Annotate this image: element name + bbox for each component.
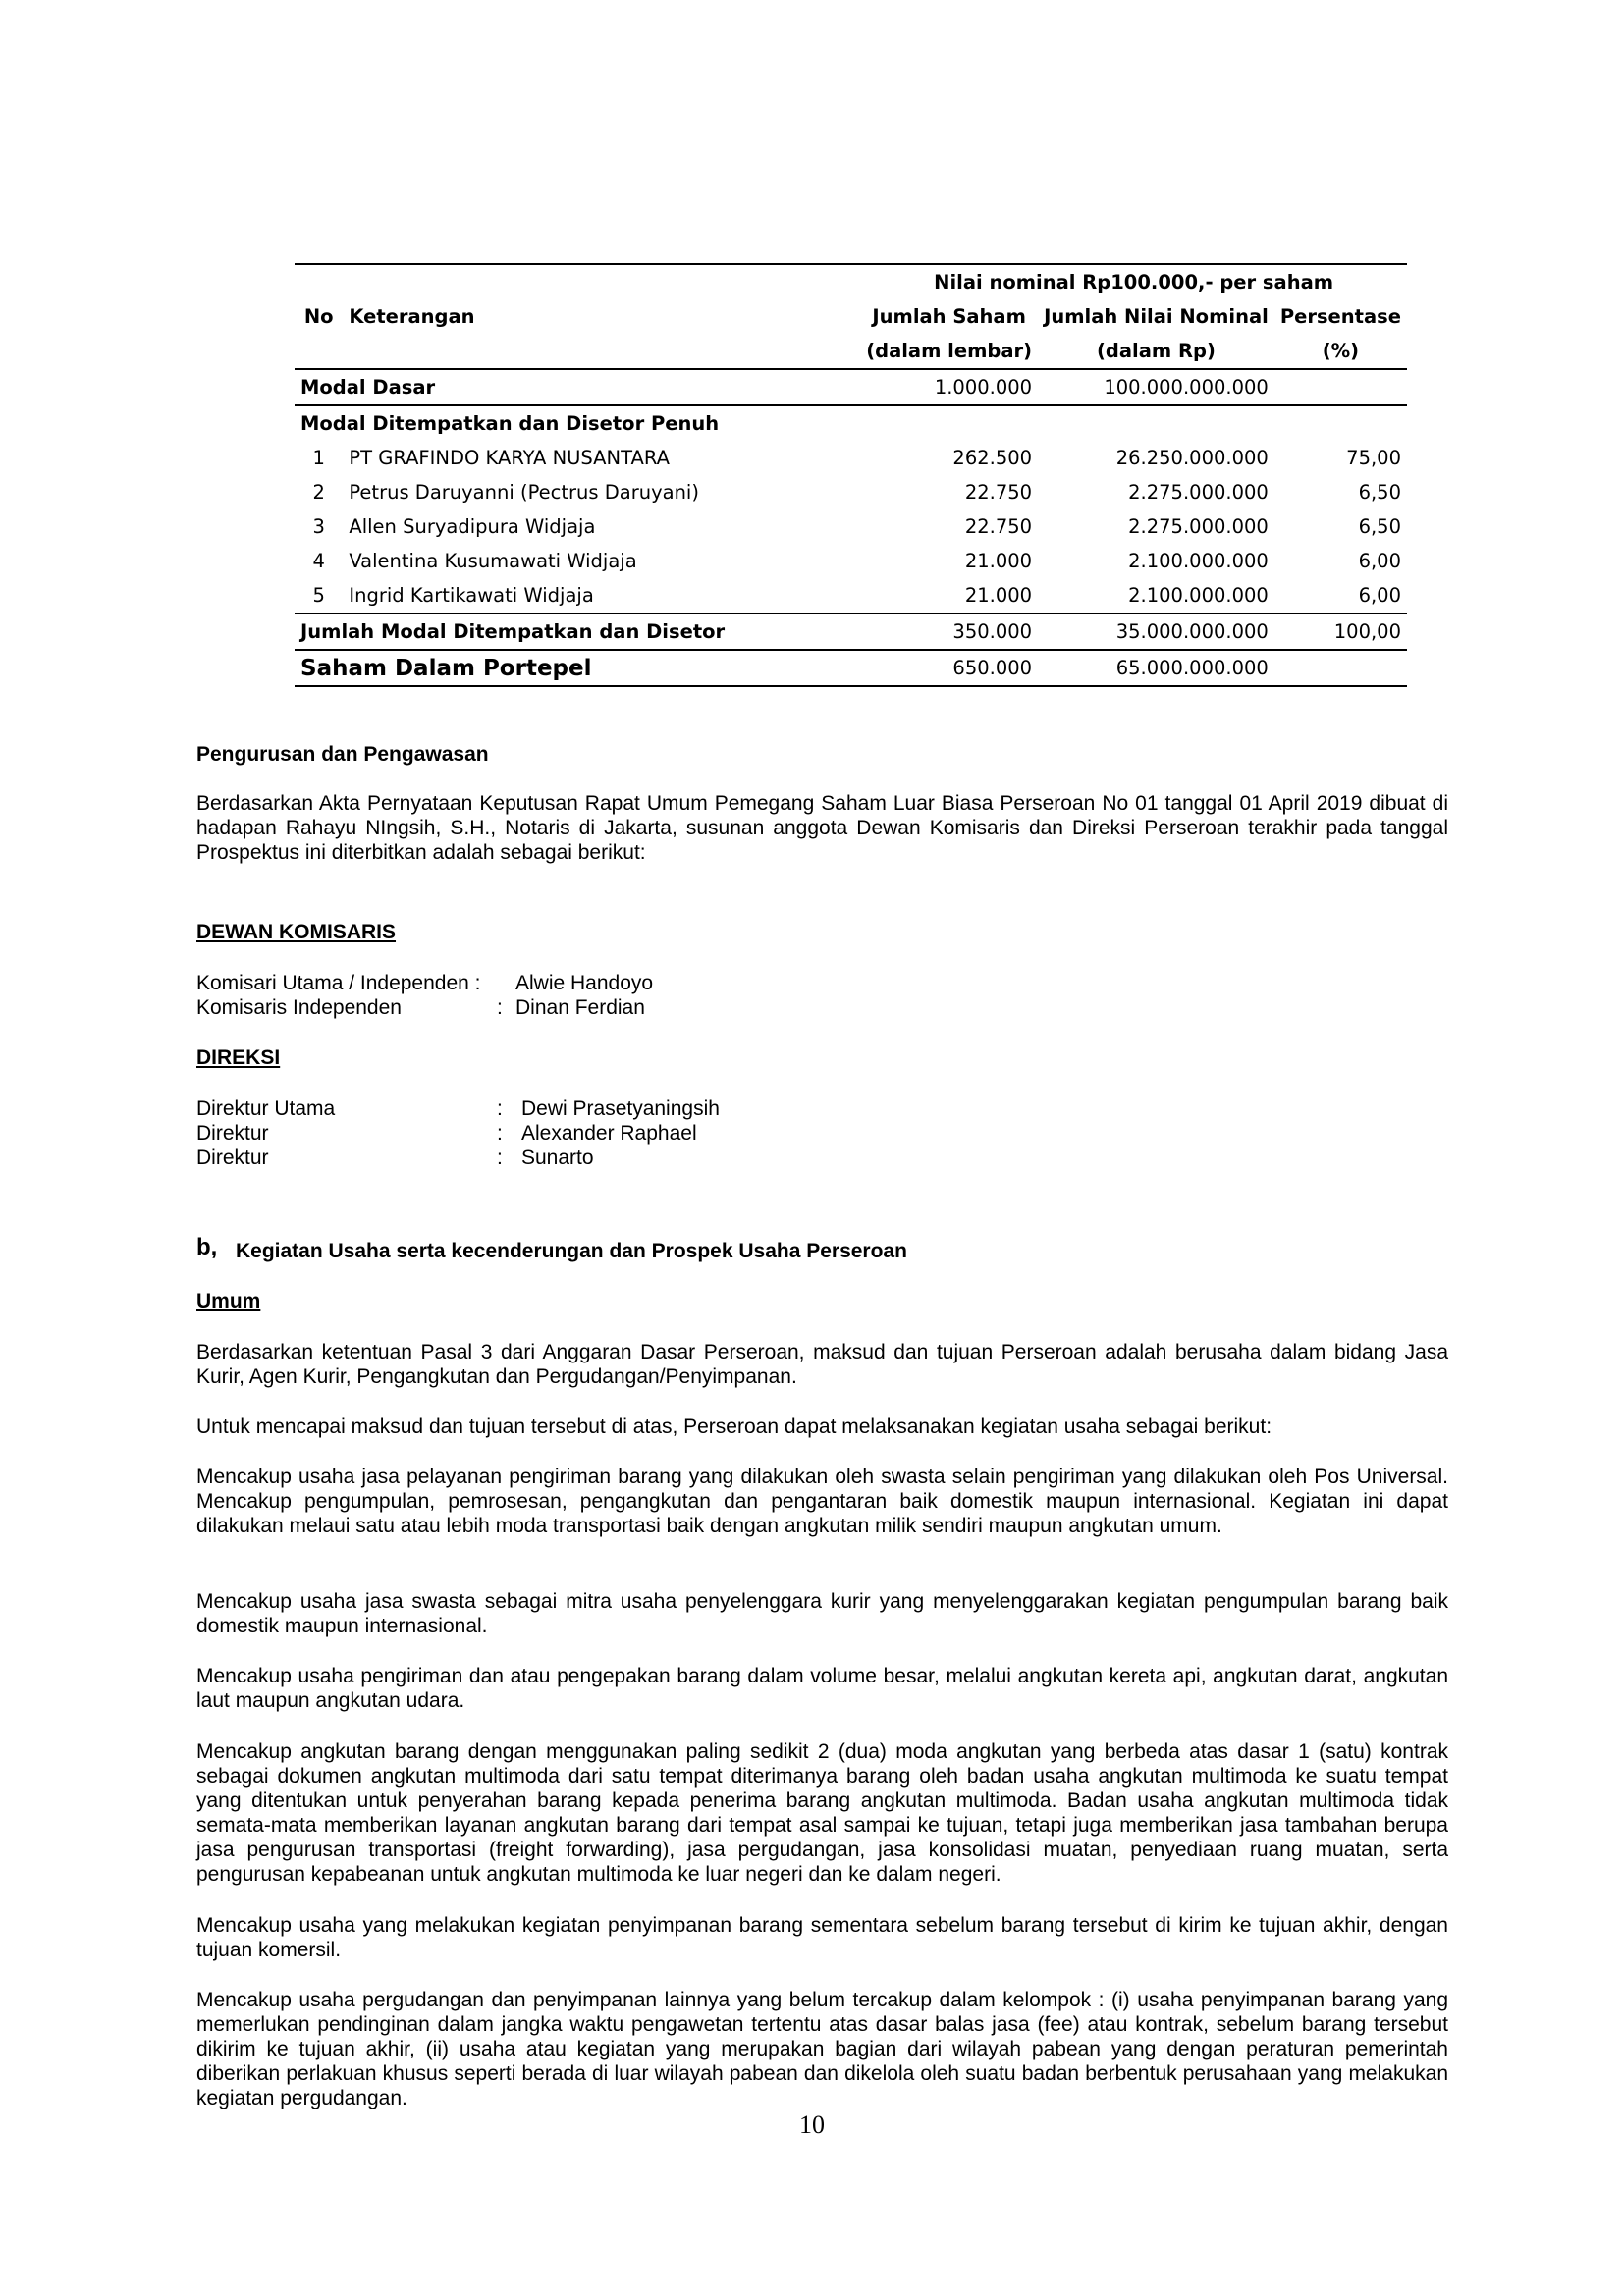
header-keterangan: Keterangan xyxy=(349,305,475,328)
pengurusan-heading: Pengurusan dan Pengawasan xyxy=(196,743,489,766)
header-nominal-group: Nilai nominal Rp100.000,- per saham xyxy=(860,264,1407,299)
jumlah-label: Jumlah Modal Ditempatkan dan Disetor xyxy=(295,614,860,650)
table-row xyxy=(295,650,1407,686)
table-row xyxy=(295,544,1407,578)
row-no: 1 xyxy=(312,447,325,469)
row-saham: 21.000 xyxy=(964,550,1033,572)
kegiatan-paragraph: Mencakup usaha yang melakukan kegiatan penyimpanan barang sementara sebelum barang tersebut di kirim ke tujuan akhir, dengan tujuan komersil. xyxy=(196,1914,1448,1961)
table-row xyxy=(295,441,1407,475)
header-jumlah-saham: Jumlah Saham xyxy=(872,305,1026,328)
table-row xyxy=(295,475,1407,509)
row-name: PT GRAFINDO KARYA NUSANTARA xyxy=(349,447,670,469)
header-jumlah-nilai: Jumlah Nilai Nominal xyxy=(1044,305,1269,328)
table-row xyxy=(295,578,1407,614)
row-pct: 75,00 xyxy=(1346,447,1401,469)
table-row xyxy=(295,509,1407,544)
kegiatan-paragraph: Berdasarkan ketentuan Pasal 3 dari Anggaran Dasar Perseroan, maksud dan tujuan Perseroan adalah berusaha dalam bidang Jasa Kurir, Agen Kurir, Pengangkutan dan Pergudangan/Penyimpanan. xyxy=(196,1341,1448,1388)
direksi-name: Dewi Prasetyaningsih xyxy=(521,1097,720,1120)
row-no: 2 xyxy=(312,481,325,504)
table-header-row xyxy=(295,264,1407,299)
row-nilai: 2.275.000.000 xyxy=(1128,515,1269,538)
umum-heading: Umum xyxy=(196,1290,261,1312)
direksi-separator: : xyxy=(497,1097,503,1120)
row-name: Allen Suryadipura Widjaja xyxy=(349,515,596,538)
row-name: Ingrid Kartikawati Widjaja xyxy=(343,578,860,614)
jumlah-pct: 100,00 xyxy=(1274,614,1407,650)
modal-dasar-saham: 1.000.000 xyxy=(860,369,1038,405)
table-row xyxy=(295,369,1407,405)
row-pct: 6,00 xyxy=(1274,578,1407,614)
row-pct: 6,50 xyxy=(1358,481,1401,504)
jumlah-saham: 350.000 xyxy=(860,614,1038,650)
kegiatan-paragraph: Mencakup usaha jasa swasta sebagai mitra usaha penyelenggara kurir yang menyelenggarakan kegiatan pengumpulan barang baik domestik maupun internasional. xyxy=(196,1590,1448,1637)
portepel-saham: 650.000 xyxy=(860,650,1038,686)
direksi-role: Direktur xyxy=(196,1147,269,1169)
jumlah-nilai: 35.000.000.000 xyxy=(1038,614,1274,650)
row-name: Valentina Kusumawati Widjaja xyxy=(349,550,637,572)
row-saham: 22.750 xyxy=(964,515,1033,538)
kegiatan-paragraph: Mencakup usaha pergudangan dan penyimpanan lainnya yang belum tercakup dalam kelompok : (i) usaha penyimpanan barang yang memerlukan pendinginan dalam jangka waktu pengawetan tertentu atas dasar balas jasa (fee) atau kontrak, sebelum barang tersebut dikirim ke tujuan akhir, (ii) usaha atau kegiatan yang merupakan bagian dari wilayah pabean yang dengan peraturan pemerintah diberikan perlakuan khusus seperti berada di luar wilayah pabean dan dikelola oleh suatu badan berbentuk perusahaan yang melakukan kegiatan pergudangan. xyxy=(196,1989,1448,2109)
section-marker: b, xyxy=(196,1234,218,1260)
header-persentase-unit: (%) xyxy=(1274,334,1407,369)
komisaris-role: Komisaris Independen xyxy=(196,996,402,1019)
row-saham: 262.500 xyxy=(952,447,1033,469)
row-nilai: 26.250.000.000 xyxy=(1115,447,1269,469)
row-nilai: 2.275.000.000 xyxy=(1128,481,1269,504)
table-row xyxy=(295,405,1407,441)
pengurusan-paragraph: Berdasarkan Akta Pernyataan Keputusan Rapat Umum Pemegang Saham Luar Biasa Perseroan No 01 tanggal 01 April 2019 dibuat di hadapan Rahayu NIngsih, S.H., Notaris di Jakarta, susunan anggota Dewan Komisaris dan Direksi Perseroan terakhir pada tanggal Prospektus ini diterbitkan adalah sebagai berikut: xyxy=(196,792,1448,864)
row-no: 5 xyxy=(295,578,343,614)
row-pct: 6,50 xyxy=(1358,515,1401,538)
komisaris-role: Komisari Utama / Independen : xyxy=(196,972,481,994)
kegiatan-heading: Kegiatan Usaha serta kecenderungan dan Prospek Usaha Perseroan xyxy=(236,1240,907,1262)
row-saham: 21.000 xyxy=(860,578,1038,614)
row-saham: 22.750 xyxy=(964,481,1033,504)
modal-dasar-nilai: 100.000.000.000 xyxy=(1038,369,1274,405)
row-pct: 6,00 xyxy=(1358,550,1401,572)
table-header-row xyxy=(295,334,1407,369)
table-header-row xyxy=(295,299,1407,334)
direksi-separator: : xyxy=(497,1147,503,1169)
komisaris-separator: : xyxy=(497,996,503,1019)
direksi-name: Alexander Raphael xyxy=(521,1122,697,1145)
direksi-role: Direktur xyxy=(196,1122,269,1145)
header-jumlah-nilai-unit: (dalam Rp) xyxy=(1038,334,1274,369)
dewan-komisaris-heading: DEWAN KOMISARIS xyxy=(196,921,397,943)
kegiatan-paragraph: Mencakup angkutan barang dengan menggunakan paling sedikit 2 (dua) moda angkutan yang berbeda atas dasar 1 (satu) kontrak sebagai dokumen angkutan multimoda dari satu tempat diterimanya barang oleh badan usaha angkutan multimoda ke suatu tempat yang ditentukan untuk penyerahan barang kepada penerima barang angkutan multimoda. Badan usaha angkutan multimoda tidak semata-mata memberikan layanan angkutan barang dari tempat asal sampai ke tujuan, tetapi juga memberikan jasa tambahan berupa jasa pengurusan transportasi (freight forwarding), jasa pergudangan, jasa konsolidasi muatan, penyediaan ruang muatan, serta pengurusan kepabeanan untuk angkutan multimoda ke luar negeri dan ke dalam negeri. xyxy=(196,1740,1448,1886)
kegiatan-paragraph: Untuk mencapai maksud dan tujuan tersebut di atas, Perseroan dapat melaksanakan kegiatan usaha sebagai berikut: xyxy=(196,1415,1272,1438)
header-jumlah-saham-unit: (dalam lembar) xyxy=(860,334,1038,369)
page-number: 10 xyxy=(799,2110,825,2139)
header-no: No xyxy=(303,305,334,328)
row-nilai: 2.100.000.000 xyxy=(1038,578,1274,614)
komisaris-name: Alwie Handoyo xyxy=(515,972,654,994)
direksi-heading: DIREKSI xyxy=(196,1046,281,1069)
portepel-label: Saham Dalam Portepel xyxy=(295,650,860,686)
row-no: 4 xyxy=(312,550,325,572)
komisaris-name: Dinan Ferdian xyxy=(515,996,645,1019)
row-nilai: 2.100.000.000 xyxy=(1128,550,1269,572)
header-persentase: Persentase xyxy=(1279,305,1401,328)
kegiatan-paragraph: Mencakup usaha pengiriman dan atau pengepakan barang dalam volume besar, melalui angkutan kereta api, angkutan darat, angkutan laut maupun angkutan udara. xyxy=(196,1665,1448,1712)
kegiatan-paragraph: Mencakup usaha jasa pelayanan pengiriman barang yang dilakukan oleh swasta selain pengiriman yang dilakukan oleh Pos Universal. Mencakup pengumpulan, pemrosesan, pengangkutan dan pengantaran baik domestik maupun internasional. Kegiatan ini dapat dilakukan melaui satu atau lebih moda transportasi baik dengan angkutan milik sendiri maupun angkutan umum. xyxy=(196,1466,1448,1537)
share-capital-table xyxy=(295,263,1407,687)
row-no: 3 xyxy=(312,515,325,538)
modal-ditempatkan-label: Modal Ditempatkan dan Disetor Penuh xyxy=(300,412,720,435)
portepel-nilai: 65.000.000.000 xyxy=(1038,650,1274,686)
direksi-separator: : xyxy=(497,1122,503,1145)
table-total-row xyxy=(295,614,1407,650)
modal-dasar-label: Modal Dasar xyxy=(295,369,860,405)
row-name: Petrus Daruyanni (Pectrus Daruyani) xyxy=(349,481,699,504)
direksi-name: Sunarto xyxy=(521,1147,594,1169)
direksi-role: Direktur Utama xyxy=(196,1097,336,1120)
